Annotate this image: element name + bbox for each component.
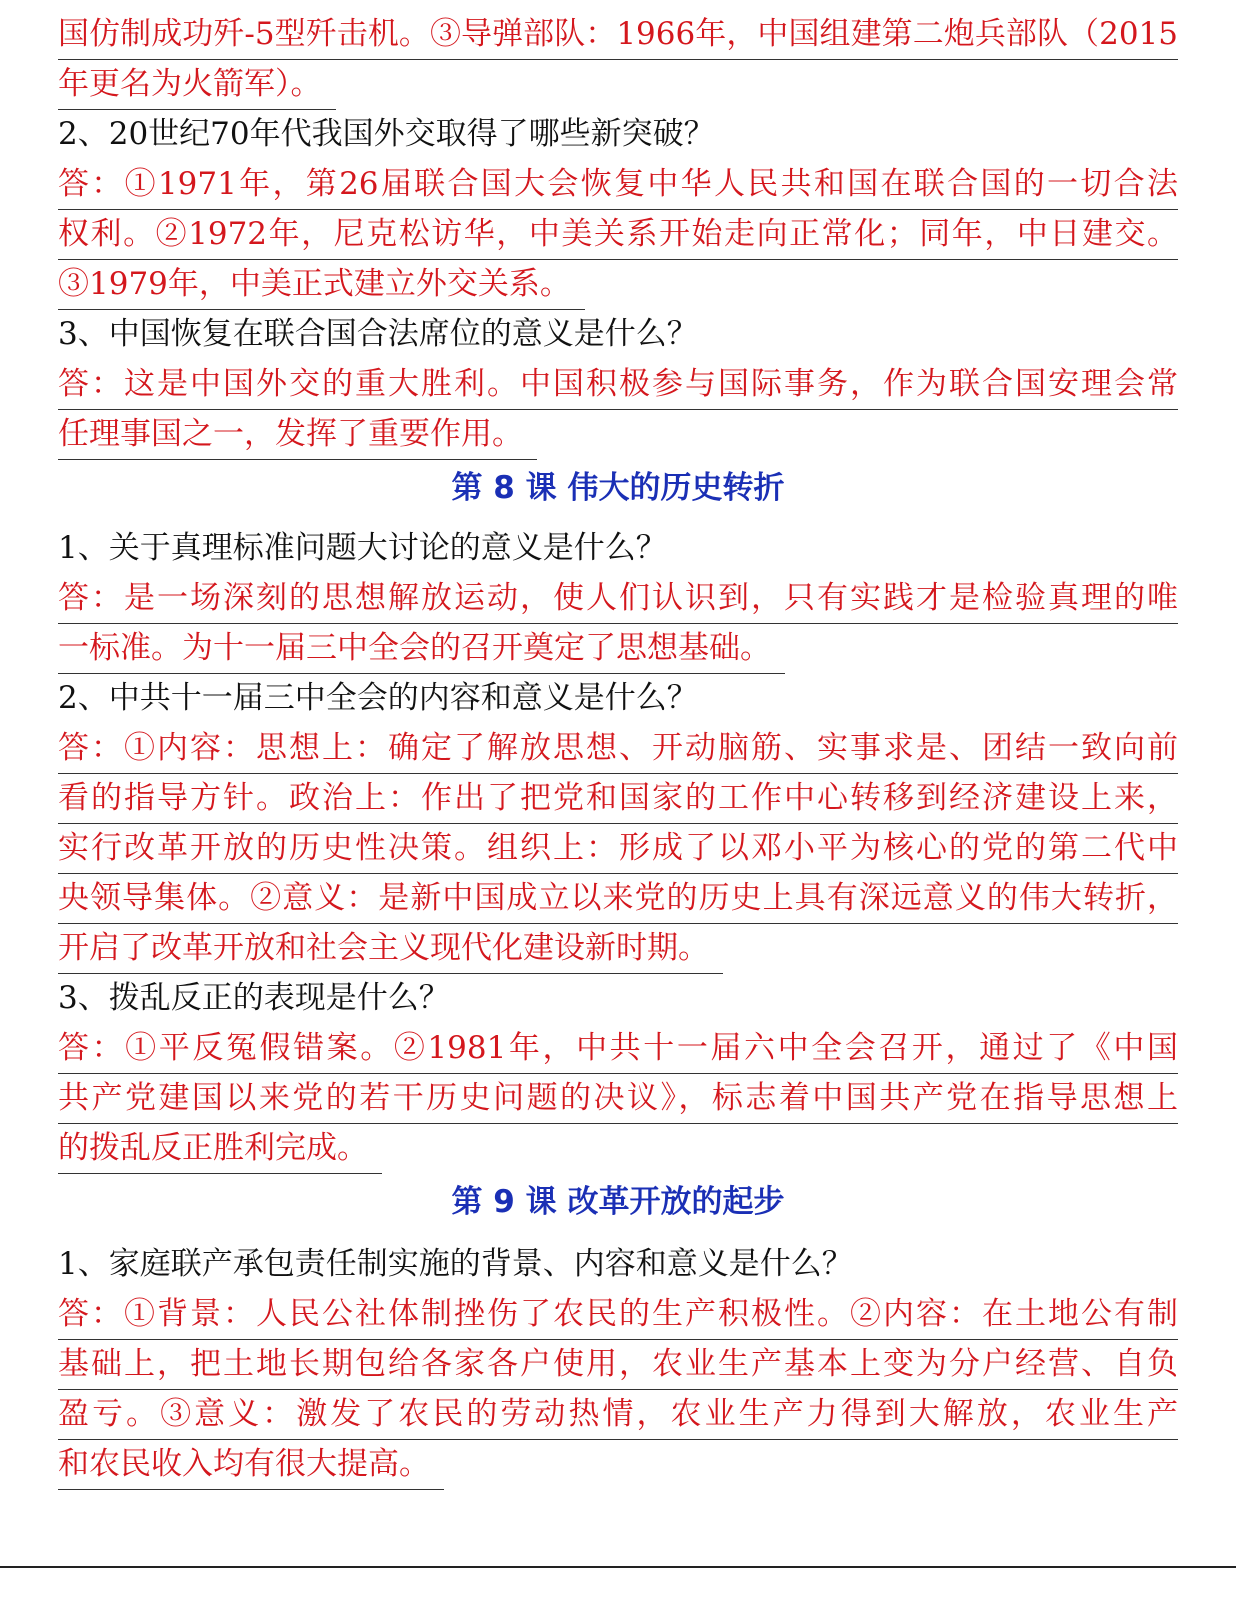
- answer-line: [58, 1438, 1178, 1490]
- answer-text: 答：是一场深刻的思想解放运动，使人们认识到，只有实践才是检验真理的唯: [58, 575, 1178, 624]
- answer-line: [58, 772, 1178, 824]
- answer-line: [58, 872, 1178, 924]
- answer-text: 答：①平反冤假错案。②1981年，中共十一届六中全会召开，通过了《中国: [58, 1025, 1178, 1074]
- answer-text: 盈亏。③意义：激发了农民的劳动热情，农业生产力得到大解放，农业生产: [58, 1391, 1178, 1440]
- question-line: 3、拨乱反正的表现是什么？: [58, 980, 450, 1016]
- answer-line: [58, 922, 1178, 974]
- answer-line: [58, 1388, 1178, 1440]
- answer-text: 答：①1971年，第26届联合国大会恢复中华人民共和国在联合国的一切合法: [58, 161, 1178, 210]
- answer-line: [58, 58, 1178, 110]
- answer-text: 一标准。为十一届三中全会的召开奠定了思想基础。: [58, 625, 785, 674]
- answer-text: 任理事国之一，发挥了重要作用。: [58, 411, 537, 460]
- answer-text: 的拨乱反正胜利完成。: [58, 1125, 382, 1174]
- answer-text: 看的指导方针。政治上：作出了把党和国家的工作中心转移到经济建设上来，: [58, 775, 1178, 824]
- lesson-heading: 第 8 课 伟大的历史转折: [451, 470, 785, 506]
- answer-line: [58, 1022, 1178, 1074]
- answer-text: 央领导集体。②意义：是新中国成立以来党的历史上具有深远意义的伟大转折，: [58, 875, 1178, 924]
- answer-text: 和农民收入均有很大提高。: [58, 1441, 444, 1490]
- answer-line: [58, 1288, 1178, 1340]
- answer-line: [58, 722, 1178, 774]
- answer-text: 基础上，把土地长期包给各家各户使用，农业生产基本上变为分户经营、自负: [58, 1341, 1178, 1390]
- answer-line: [58, 8, 1178, 60]
- answer-text: 年更名为火箭军）。: [58, 61, 336, 110]
- answer-text: 共产党建国以来党的若干历史问题的决议》，标志着中国共产党在指导思想上: [58, 1075, 1178, 1124]
- answer-text: 答：①内容：思想上：确定了解放思想、开动脑筋、实事求是、团结一致向前: [58, 725, 1178, 774]
- answer-text: 实行改革开放的历史性决策。组织上：形成了以邓小平为核心的党的第二代中: [58, 825, 1178, 874]
- answer-line: [58, 358, 1178, 410]
- answer-text: 开启了改革开放和社会主义现代化建设新时期。: [58, 925, 723, 974]
- answer-text: ③1979年，中美正式建立外交关系。: [58, 261, 585, 310]
- answer-line: [58, 822, 1178, 874]
- answer-text: 国仿制成功歼-5型歼击机。③导弹部队：1966年，中国组建第二炮兵部队（2015: [58, 11, 1178, 60]
- answer-text: 权利。②1972年，尼克松访华，中美关系开始走向正常化；同年，中日建交。: [58, 211, 1178, 260]
- lesson-heading: 第 9 课 改革开放的起步: [451, 1184, 785, 1220]
- question-line: 2、20世纪70年代我国外交取得了哪些新突破？: [58, 116, 715, 152]
- answer-text: 答：①背景：人民公社体制挫伤了农民的生产积极性。②内容：在土地公有制: [58, 1291, 1178, 1340]
- answer-line: [58, 208, 1178, 260]
- question-line: 1、家庭联产承包责任制实施的背景、内容和意义是什么？: [58, 1246, 853, 1282]
- answer-text: 答：这是中国外交的重大胜利。中国积极参与国际事务，作为联合国安理会常: [58, 361, 1178, 410]
- answer-line: [58, 572, 1178, 624]
- answer-line: [58, 1072, 1178, 1124]
- answer-line: [58, 408, 1178, 460]
- question-line: 1、关于真理标准问题大讨论的意义是什么？: [58, 530, 667, 566]
- bottom-rule: [0, 1566, 1236, 1568]
- answer-line: [58, 622, 1178, 674]
- answer-line: [58, 258, 1178, 310]
- question-line: 2、中共十一届三中全会的内容和意义是什么？: [58, 680, 698, 716]
- question-line: 3、中国恢复在联合国合法席位的意义是什么？: [58, 316, 698, 352]
- top-edge: [0, 0, 1236, 4]
- answer-line: [58, 1338, 1178, 1390]
- answer-line: [58, 158, 1178, 210]
- answer-line: [58, 1122, 1178, 1174]
